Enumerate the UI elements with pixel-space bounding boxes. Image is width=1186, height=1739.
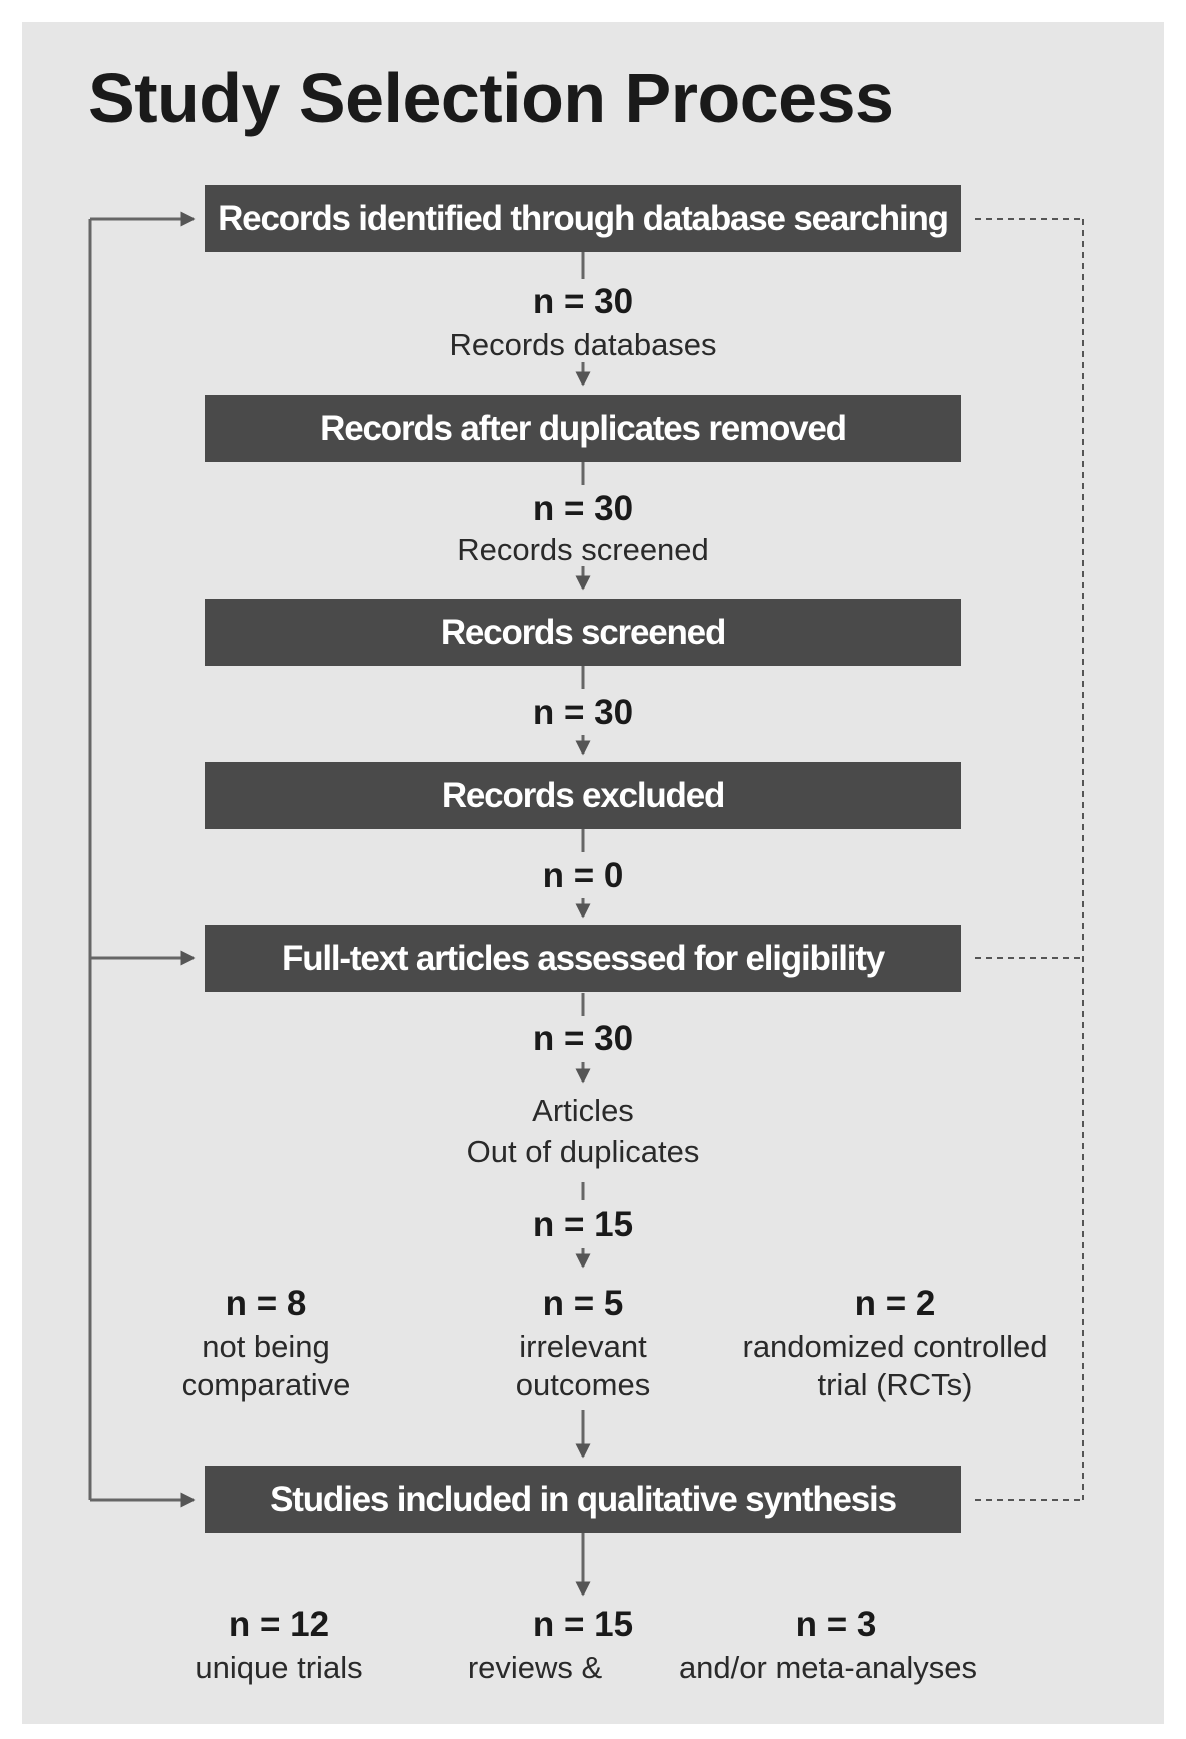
exclusion-label: not being (202, 1329, 330, 1364)
included-label: unique trials (195, 1650, 363, 1685)
identified-count: n = 30 (532, 282, 634, 321)
box-full-text-articles: Full-text articles assessed for eligibility (205, 925, 961, 992)
exclusion-sublabel: comparative (181, 1367, 351, 1402)
box-records-screened: Records screened (205, 599, 961, 666)
box-records-identified: Records identified through database searching (205, 185, 961, 252)
exclusion-label: randomized controlled (742, 1329, 1048, 1364)
exclusion-label: irrelevant (519, 1329, 647, 1364)
exclusion-count: n = 5 (542, 1284, 624, 1323)
screened-count: n = 30 (532, 693, 634, 732)
exclusion-sublabel: trial (RCTs) (817, 1367, 973, 1402)
included-count: n = 15 (532, 1605, 634, 1644)
excluded-count: n = 0 (542, 856, 624, 895)
identified-label: Records databases (449, 327, 717, 362)
articles-sublabel: Out of duplicates (466, 1134, 700, 1169)
included-label: reviews & (467, 1650, 603, 1685)
box-records-excluded: Records excluded (205, 762, 961, 829)
exclusion-count: n = 8 (225, 1284, 307, 1323)
duplicates-count: n = 30 (532, 489, 634, 528)
included-label: and/or meta-analyses (678, 1650, 978, 1685)
page-title: Study Selection Process (88, 59, 894, 137)
included-count: n = 3 (795, 1605, 877, 1644)
box-studies-included: Studies included in qualitative synthesis (205, 1466, 961, 1533)
box-duplicates-removed: Records after duplicates removed (205, 395, 961, 462)
articles-count: n = 15 (532, 1205, 634, 1244)
included-count: n = 12 (228, 1605, 330, 1644)
exclusion-sublabel: outcomes (515, 1367, 651, 1402)
duplicates-label: Records screened (457, 532, 709, 567)
exclusion-count: n = 2 (854, 1284, 936, 1323)
full-text-count: n = 30 (532, 1019, 634, 1058)
articles-label: Articles (532, 1093, 634, 1128)
